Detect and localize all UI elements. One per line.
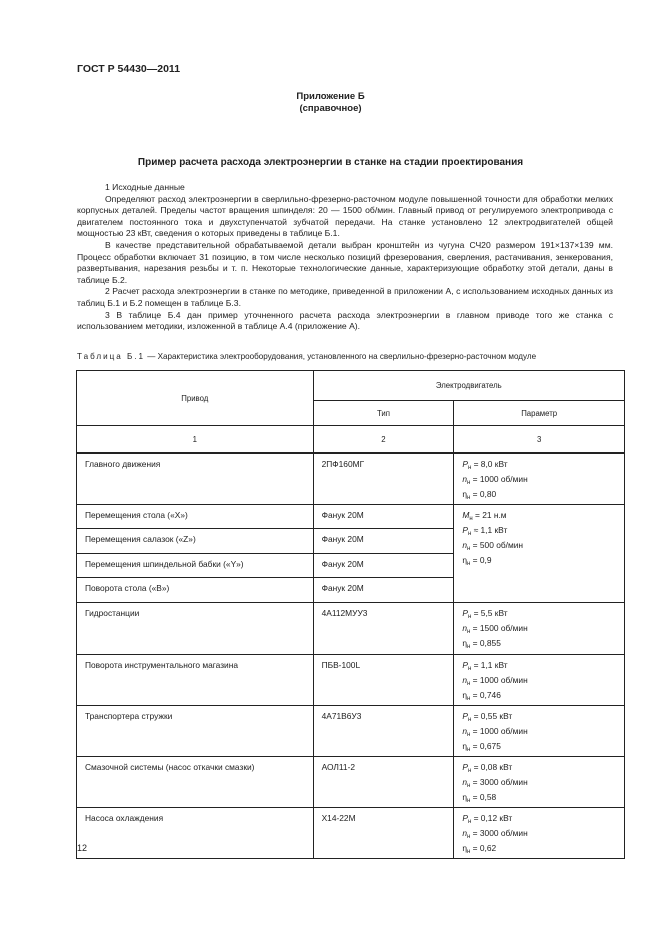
param-value: = 0,855 [470, 638, 501, 648]
drive-cell: Поворота стола («В») [77, 578, 314, 603]
param-subscript: н [467, 834, 471, 840]
param-line [462, 813, 616, 828]
param-value: = 0,08 кВт [471, 762, 513, 772]
param-line [462, 690, 616, 705]
param-cell [454, 706, 625, 757]
type-cell: ПБВ-100L [313, 655, 454, 706]
param-subscript: н [467, 732, 471, 738]
param-line [462, 510, 616, 525]
param-subscript: н [467, 849, 471, 855]
param-line [462, 459, 616, 474]
type-cell: Фанук 20М [313, 529, 454, 554]
drive-cell: Насоса охлаждения [77, 808, 314, 859]
param-subscript: н [467, 783, 471, 789]
header-type: Тип [313, 401, 454, 426]
param-line [462, 608, 616, 623]
col-number-3: 3 [454, 426, 625, 454]
drive-cell: Поворота инструментального магазина [77, 655, 314, 706]
param-symbol: n [462, 828, 468, 838]
param-symbol: n [462, 623, 468, 633]
param-value: = 0,58 [470, 792, 497, 802]
param-symbol: P [462, 459, 468, 469]
param-line [462, 489, 616, 504]
param-subscript: н [467, 629, 471, 635]
param-line [462, 711, 616, 726]
param-value: = 0,9 [470, 555, 492, 565]
table-caption-text: — Характеристика электрооборудования, установленного на сверлильно-фрезерно-расточном модуле [145, 352, 537, 361]
param-value: = 8,0 кВт [471, 459, 508, 469]
param-subscript: н [467, 768, 472, 774]
param-symbol: P [462, 525, 468, 535]
param-line [462, 762, 616, 777]
param-line [462, 777, 616, 792]
table-row [77, 757, 625, 808]
type-cell: 4А112МУУ3 [313, 603, 454, 655]
param-line [462, 555, 616, 570]
param-line [462, 474, 616, 489]
param-symbol: P [462, 660, 468, 670]
param-subscript: н [467, 614, 472, 620]
param-line [462, 540, 616, 555]
param-subscript: н [467, 819, 472, 825]
param-subscript: н [467, 717, 472, 723]
param-value: = 21 н.м [472, 510, 507, 520]
param-value: = 0,675 [470, 741, 501, 751]
param-value: = 5,5 кВт [471, 608, 508, 618]
param-cell [454, 808, 625, 859]
param-symbol: n [462, 540, 468, 550]
param-line [462, 623, 616, 638]
param-line [462, 741, 616, 756]
table-row [77, 655, 625, 706]
table-caption-label: Таблица Б.1 [77, 352, 146, 361]
param-value: = 0,55 кВт [471, 711, 513, 721]
paragraph: 1 Исходные данные [105, 182, 185, 192]
drive-cell: Транспортера стружки [77, 706, 314, 757]
param-value: = 1000 об/мин [470, 675, 528, 685]
param-symbol: P [462, 608, 468, 618]
param-subscript: н [467, 696, 471, 702]
drive-cell: Гидростанции [77, 603, 314, 655]
param-symbol: M [462, 510, 470, 520]
param-subscript: н [467, 666, 472, 672]
param-line [462, 828, 616, 843]
param-symbol: η [462, 792, 468, 802]
table-row [77, 808, 625, 859]
param-subscript: н [467, 747, 471, 753]
param-subscript: н [467, 546, 471, 552]
param-value: = 1500 об/мин [470, 623, 528, 633]
type-cell: 4А71В6У3 [313, 706, 454, 757]
param-value: = 1,1 кВт [471, 660, 508, 670]
table-caption [77, 352, 536, 361]
appendix-note: (справочное) [299, 103, 362, 114]
param-value: = 1000 об/мин [470, 474, 528, 484]
param-cell [454, 655, 625, 706]
standard-header: ГОСТ Р 54430—2011 [77, 63, 181, 75]
header-drive: Привод [77, 371, 314, 426]
param-value: = 3000 об/мин [470, 777, 528, 787]
drive-cell: Перемещения стола («X») [77, 505, 314, 529]
param-symbol: P [462, 711, 468, 721]
param-value: = 0,62 [470, 843, 497, 853]
paragraph: 2 Расчет расхода электроэнергии в станке по методике, приведенной в приложении А, с использованием исходных данных из таблиц Б.1 и Б.2 помещен в таблице Б.3. [77, 286, 613, 308]
param-value: = 3000 об/мин [470, 828, 528, 838]
paragraph: Определяют расход электроэнергии в сверлильно-фрезерно-расточном модуле повышенной точности для обработки мелких корпусных деталей. Пределы частот вращения шпинделя: 20 — 1500 об/мин. Главный привод от регулируемого электропривода с двигателем постоянного тока и двухступенчатой зубчатой передачи. На станке установлено 12 электродвигателей общей мощностью 23 кВт, сведения о которых приведены в таблице Б.1. [77, 193, 613, 239]
header-param: Параметр [454, 401, 625, 426]
param-subscript: н [467, 480, 471, 486]
table-row [77, 505, 625, 529]
drive-cell: Смазочной системы (насос откачки смазки) [77, 757, 314, 808]
param-symbol: η [462, 489, 468, 499]
table-row [77, 706, 625, 757]
param-symbol: P [462, 762, 468, 772]
param-line [462, 660, 616, 675]
body-text [77, 182, 613, 333]
param-symbol: P [462, 813, 468, 823]
appendix-title: Приложение Б [296, 91, 365, 102]
paragraph: В качестве представительной обрабатываемой детали выбран кронштейн из чугуна СЧ20 размером 191×137×139 мм. Процесс обработки включает 31 позицию, в том числе несколько позиций фрезерования, сверления, растачивания, зенкерования, развертывания, нарезания резьбы и т. п. Некоторые технологические данные, характеризующие обработку этой детали, даны в таблице Б.2. [77, 239, 613, 285]
type-cell: АОЛ11-2 [313, 757, 454, 808]
param-line [462, 792, 616, 807]
param-value: = 0,746 [470, 690, 501, 700]
param-subscript: н [467, 531, 472, 537]
param-cell [454, 603, 625, 655]
param-symbol: η [462, 741, 468, 751]
page-number: 12 [77, 843, 88, 853]
param-subscript: н [467, 798, 471, 804]
param-line [462, 675, 616, 690]
param-value: = 1000 об/мин [470, 726, 528, 736]
param-line [462, 843, 616, 858]
col-number-2: 2 [313, 426, 454, 454]
table-row [77, 453, 625, 505]
type-cell: Х14-22М [313, 808, 454, 859]
equipment-table [76, 370, 625, 859]
section-title: Пример расчета расхода электроэнергии в станке на стадии проектирования [137, 157, 524, 168]
type-cell: Фанук 20М [313, 505, 454, 529]
param-symbol: n [462, 474, 468, 484]
param-subscript: н [467, 644, 471, 650]
type-cell: Фанук 20М [313, 554, 454, 578]
param-value: ≈ 1,1 кВт [471, 525, 508, 535]
param-value: = 0,80 [470, 489, 497, 499]
param-cell [454, 505, 625, 603]
col-number-1: 1 [77, 426, 314, 454]
param-subscript: н [467, 465, 472, 471]
param-line [462, 726, 616, 741]
drive-cell: Перемещения шпиндельной бабки («Y») [77, 554, 314, 578]
drive-cell: Главного движения [77, 453, 314, 505]
param-symbol: n [462, 675, 468, 685]
param-value: = 0,12 кВт [471, 813, 513, 823]
paragraph: 3 В таблице Б.4 дан пример уточненного расчета расхода электроэнергии в главном приводе того же станка с использованием методики, изложенной в таблице А.4 (приложение А). [77, 309, 613, 332]
param-cell [454, 453, 625, 505]
type-cell: Фанук 20М [313, 578, 454, 603]
param-line [462, 638, 616, 653]
param-cell [454, 757, 625, 808]
param-symbol: η [462, 690, 468, 700]
param-symbol: n [462, 726, 468, 736]
param-subscript: н [469, 516, 473, 522]
table-row [77, 603, 625, 655]
type-cell: 2ПФ160МГ [313, 453, 454, 505]
param-subscript: н [467, 495, 471, 501]
param-subscript: н [467, 681, 471, 687]
param-symbol: η [462, 843, 468, 853]
param-line [462, 525, 616, 540]
param-symbol: η [462, 555, 468, 565]
param-symbol: n [462, 777, 468, 787]
drive-cell: Перемещения салазок («Z») [77, 529, 314, 554]
param-subscript: н [467, 561, 471, 567]
param-symbol: η [462, 638, 468, 648]
param-value: = 500 об/мин [470, 540, 524, 550]
header-motor: Электродвигатель [313, 371, 624, 401]
